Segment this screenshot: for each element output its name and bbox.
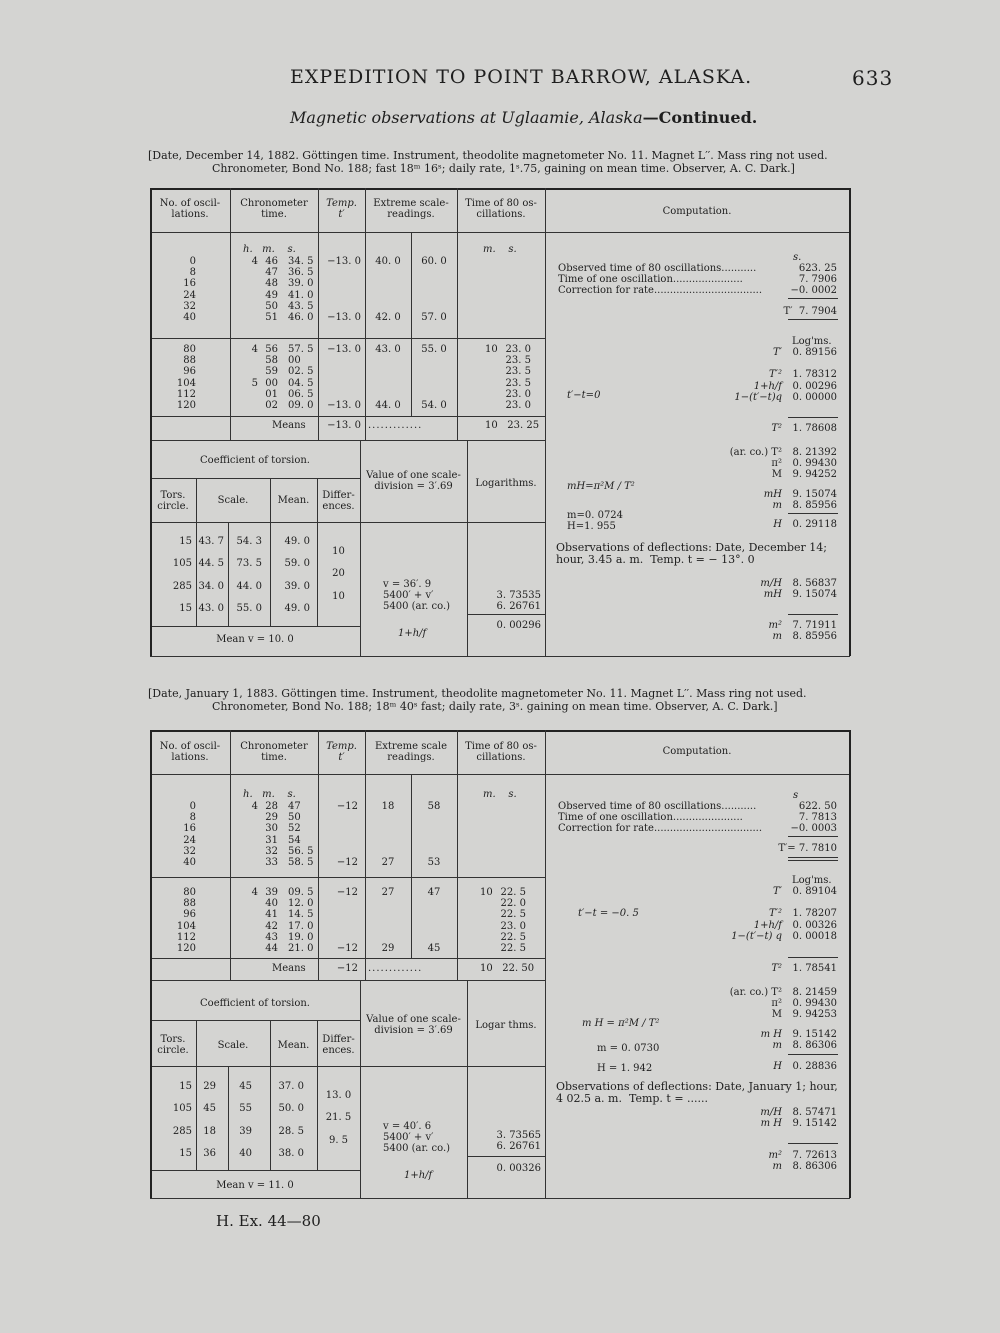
torsion-title: Coefficient of torsion.: [200, 998, 310, 1009]
means-time: 10 23. 25: [485, 420, 540, 431]
comp-values: 622. 50 7. 7813 −0. 0003: [790, 801, 837, 835]
mean-v: Mean v = 11. 0: [216, 1180, 294, 1191]
comp-unit: s.: [793, 252, 802, 263]
extreme-right-a: 60. 0 57. 0: [421, 256, 447, 324]
tors-scale2-values: 45 55 39 40: [239, 1081, 252, 1160]
table-rule: [230, 188, 231, 440]
col-header-temp: Temp. t′: [326, 741, 357, 763]
comp-rule: [788, 860, 838, 861]
table-rule: [150, 980, 545, 981]
comp-rule: [788, 417, 838, 418]
block4-values: 8. 57471 9. 15142: [792, 1107, 837, 1130]
table-rule: [150, 440, 545, 441]
block3-values: 9. 15142 8. 86306: [792, 1029, 837, 1052]
time-minutes: 10: [485, 344, 498, 355]
log-labels: T′ T′² 1+h/f 1−(t′−t) q: [731, 886, 782, 942]
comp-unit: s: [793, 790, 799, 801]
comp-rule: [788, 857, 838, 858]
col-header-computation: Computation.: [662, 746, 732, 757]
tors-diff-values: 13. 0 21. 5 9. 5: [325, 1090, 352, 1146]
hf-log: 0. 00296: [496, 620, 541, 631]
oscillations-b: 80 88 96 104 112 120: [176, 344, 196, 412]
block5-values: 7. 72613 8. 86306: [792, 1150, 837, 1173]
T2-value: 1. 78541: [792, 963, 837, 974]
table-rule: [467, 614, 545, 615]
chron-seconds-b: 57. 5 00 02. 5 04. 5 06. 5 09. 0: [288, 344, 314, 412]
time-minutes: 10: [480, 887, 493, 898]
running-title: EXPEDITION TO POINT BARROW, ALASKA.: [290, 66, 753, 88]
tors-mean-values: 49. 0 59. 0 39. 0 49. 0: [284, 536, 310, 615]
table-rule: [150, 958, 545, 959]
means-label: Means: [272, 963, 306, 974]
block4-labels: m/H mH: [760, 578, 782, 601]
one-plus-hf: 1+h/f: [398, 628, 427, 639]
temp-b: −12 −12: [336, 887, 358, 955]
table-rule: [150, 478, 360, 479]
chron-minutes-a: 28 29 30 31 32 33: [265, 801, 278, 869]
logarithms-header: Logarithms.: [475, 478, 537, 489]
comp-rule: [788, 614, 838, 615]
block5-labels: m² m: [768, 1150, 782, 1173]
extreme-right-a: 58 53: [427, 801, 441, 869]
T2-value: 1. 78608: [792, 423, 837, 434]
torsion-title: Coefficient of torsion.: [200, 455, 310, 466]
comp-rule: [788, 836, 838, 837]
time-units: m. s.: [483, 789, 517, 800]
H-label: H: [773, 519, 782, 530]
time-seconds: 22. 5 22. 0 22. 5 23. 0 22. 5 22. 5: [500, 887, 526, 955]
T2-label: T²: [771, 423, 782, 434]
table-rule: [150, 626, 360, 627]
chron-minutes-b: 39 40 41 42 43 44: [265, 887, 278, 955]
table-rule: [545, 730, 546, 1198]
comp-T: T′= 7. 7810: [778, 843, 837, 854]
tors-mean-values: 37. 0 50. 0 28. 5 38. 0: [278, 1081, 304, 1160]
col-header-temp: Temp. t′: [326, 198, 357, 220]
H-label: H: [773, 1061, 782, 1072]
block5-values: 7. 71911 8. 85956: [792, 620, 837, 643]
tors-col-scale: Scale.: [217, 1040, 249, 1051]
means-label: Means: [272, 420, 306, 431]
table-rule: [150, 338, 545, 339]
extreme-left-b: 27 29: [381, 887, 395, 955]
tors-col-mean: Mean.: [277, 495, 310, 506]
subtitle-italic: Magnetic observations at Uglaamie, Alaska: [290, 108, 643, 127]
temp-a: −12 −12: [336, 801, 358, 869]
table-rule: [150, 1020, 360, 1021]
comp-lines: Observed time of 80 oscillations........... Time of one oscillation...................... Correction for rate..................................: [558, 263, 763, 297]
tors-scale2-values: 54. 3 73. 5 44. 0 55. 0: [236, 536, 262, 615]
chron-minutes-a: 46 47 48 49 50 51: [265, 256, 278, 324]
intro-line-2: Chronometer, Bond No. 188; fast 18ᵐ 16ˢ; daily rate, 1ˢ.75, gaining on mean time. Observer, A. C. Dark.]: [212, 162, 795, 175]
table-rule: [150, 1198, 850, 1199]
chron-hours-a: 4: [251, 256, 258, 267]
block4-labels: m/H m H: [760, 1107, 782, 1130]
value-scale-header: Value of one scale- division = 3′.69: [366, 1014, 461, 1036]
temp-a: −13. 0 −13. 0: [327, 256, 361, 324]
tors-col-circle: Tors. circle.: [157, 490, 189, 512]
subtitle-bold: —Continued.: [642, 108, 758, 127]
col-header-computation: Computation.: [662, 206, 732, 217]
block5-labels: m² m: [768, 620, 782, 643]
col-header-time80: Time of 80 os- cillations.: [465, 198, 537, 220]
H-log: 0. 29118: [792, 519, 837, 530]
v-lines: v = 40′. 6 5400′ + v′ 5400 (ar. co.): [383, 1121, 451, 1155]
block3-labels: mH m: [763, 489, 782, 512]
comp-rule: [788, 298, 838, 299]
chron-seconds-a: 34. 5 36. 5 39. 0 41. 0 43. 5 46. 0: [288, 256, 314, 324]
table-rule: [150, 416, 545, 417]
value-scale-header: Value of one scale- division = 3′.69: [366, 470, 461, 492]
tors-col-circle: Tors. circle.: [157, 1034, 189, 1056]
table-rule: [849, 730, 851, 1198]
page-subtitle: [290, 108, 757, 127]
tors-scale1-values: 43. 7 44. 5 34. 0 43. 0: [198, 536, 224, 615]
table-rule: [457, 188, 458, 440]
tors-col-differences: Differ- ences.: [322, 490, 355, 512]
table-rule: [150, 877, 545, 878]
table-rule: [545, 188, 546, 656]
v-lines: v = 36′. 9 5400′ + v′ 5400 (ar. co.): [383, 579, 451, 613]
oscillations-a: 0 8 16 24 32 40: [183, 801, 196, 869]
time-units: m. s.: [483, 244, 517, 255]
tors-col-scale: Scale.: [217, 495, 249, 506]
footer-signature: H. Ex. 44—80: [216, 1212, 321, 1230]
log-values: 0. 89104 1. 78207 0. 00326 0. 00018: [792, 886, 837, 942]
tors-circle-values: 15 105 285 15: [172, 536, 192, 615]
extreme-left-a: 40. 0 42. 0: [375, 256, 401, 324]
chron-hours-b: 4: [251, 887, 258, 898]
means-temp: −12: [336, 963, 358, 974]
chron-seconds-a: 47 50 52 54 56. 5 58. 5: [288, 801, 314, 869]
tors-col-differences: Differ- ences.: [322, 1034, 355, 1056]
temp-b: −13. 0 −13. 0: [327, 344, 361, 412]
oscillations-b: 80 88 96 104 112 120: [176, 887, 196, 955]
table-rule: [150, 774, 850, 775]
oscillations-a: 0 8 16 24 32 40: [183, 256, 196, 324]
means-dots: .............: [368, 963, 423, 974]
extreme-left-b: 43. 0 44. 0: [375, 344, 401, 412]
table-rule: [150, 656, 850, 657]
intro-line-1: [Date, December 14, 1882. Göttingen time. Instrument, theodolite magnetometer No. 11. Magnet L′′. Mass ring not used.: [148, 149, 828, 162]
mH-formula: mH=π²M / T²: [567, 481, 635, 492]
extreme-left-a: 18 27: [381, 801, 395, 869]
logarithms-header: Logar thms.: [475, 1020, 537, 1031]
log-labels: T′ T′² 1+h/f 1−(t′−t)q: [734, 347, 782, 403]
chron-units: h. m. s.: [243, 789, 296, 800]
mean-v: Mean v = 10. 0: [216, 634, 294, 645]
T2-label: T²: [771, 963, 782, 974]
page-number: 633: [852, 66, 894, 90]
col-header-extreme: Extreme scale readings.: [374, 741, 448, 763]
table-rule: [150, 1066, 545, 1067]
block3-values: 9. 15074 8. 85956: [792, 489, 837, 512]
comp-rule: [788, 1054, 838, 1055]
comp-values: 623. 25 7. 7906 −0. 0002: [790, 263, 837, 297]
means-temp: −13. 0: [327, 420, 361, 431]
table-rule: [150, 730, 850, 732]
tors-col-mean: Mean.: [277, 1040, 310, 1051]
H-log: 0. 28836: [792, 1061, 837, 1072]
block3-labels: m H m: [760, 1029, 782, 1052]
tt-label: t′−t=0: [567, 390, 601, 401]
table-rule: [467, 1156, 545, 1157]
extreme-right-b: 47 45: [427, 887, 441, 955]
chron-hours-a: 4: [251, 801, 258, 812]
intro-line-2: Chronometer, Bond No. 188; 18ᵐ 40ˢ fast; daily rate, 3ˢ. gaining on mean time. Observer, A. C. Dark.]: [212, 700, 778, 713]
block2-values: 8. 21459 0. 99430 9. 94253: [792, 987, 837, 1021]
intro-line-1: [Date, January 1, 1883. Göttingen time. Instrument, theodolite magnetometer No. 11. Magnet L′′. Mass ring not used.: [148, 687, 807, 700]
tors-scale1-values: 29 45 18 36: [203, 1081, 216, 1160]
comp-T: T′ 7. 7904: [783, 306, 837, 317]
table-rule: [150, 232, 850, 233]
col-header-oscillations: No. of oscil- lations.: [159, 741, 221, 763]
col-header-chronometer: Chronometer time.: [240, 198, 308, 220]
hf-log: 0. 00326: [496, 1163, 541, 1174]
table-rule: [849, 188, 851, 656]
deflections-text: Observations of deflections: Date, January 1; hour, 4 02.5 a. m. Temp. t = ......: [556, 1080, 838, 1105]
table-rule: [457, 730, 458, 980]
col-header-chronometer: Chronometer time.: [240, 741, 308, 763]
tors-diff-values: 10 20 10: [332, 546, 345, 602]
table-rule: [230, 730, 231, 980]
tt-label: t′−t = −0. 5: [578, 908, 639, 919]
chron-minutes-b: 56 58 59 00 01 02: [265, 344, 278, 412]
chron-seconds-b: 09. 5 12. 0 14. 5 17. 0 19. 0 21. 0: [288, 887, 314, 955]
comp-rule: [788, 1143, 838, 1144]
tors-circle-values: 15 105 285 15: [172, 1081, 192, 1160]
means-dots: .............: [368, 420, 423, 431]
col-header-time80: Time of 80 os- cillations.: [465, 741, 537, 763]
comp-rule: [788, 957, 838, 958]
m-value: m = 0. 0730: [597, 1043, 660, 1054]
m-value: m=0. 0724: [567, 510, 624, 521]
col-header-oscillations: No. of oscil- lations.: [159, 198, 221, 220]
time-seconds: 23. 0 23. 5 23. 5 23. 5 23. 0 23. 0: [505, 344, 531, 412]
chron-hours-b: 4 5: [251, 344, 258, 389]
logms-label: Log'ms.: [792, 336, 832, 347]
col-header-extreme: Extreme scale- readings.: [373, 198, 449, 220]
mH-formula: m H = π²M / T²: [582, 1018, 660, 1029]
comp-rule: [788, 319, 838, 320]
deflections-text: Observations of deflections: Date, December 14; hour, 3.45 a. m. Temp. t = − 13°. 0: [556, 541, 828, 566]
table-rule: [360, 980, 361, 1198]
block2-values: 8. 21392 0. 99430 9. 94252: [792, 447, 837, 481]
v-logs: 3. 73565 6. 26761: [496, 1130, 541, 1153]
H-value: H = 1. 942: [597, 1063, 653, 1074]
comp-rule: [788, 513, 838, 514]
H-value: H=1. 955: [567, 521, 616, 532]
table-rule: [150, 1170, 360, 1171]
table-rule: [150, 188, 850, 190]
table-rule: [150, 522, 545, 523]
logms-label: Log'ms.: [792, 875, 832, 886]
means-time: 10 22. 50: [480, 963, 535, 974]
log-values: 0. 89156 1. 78312 0. 00296 0. 00000: [792, 347, 837, 403]
block2-labels: (ar. co.) T² π² M: [729, 987, 782, 1021]
extreme-right-b: 55. 0 54. 0: [421, 344, 447, 412]
block2-labels: (ar. co.) T² π² M: [729, 447, 782, 481]
chron-units: h. m. s.: [243, 244, 296, 255]
block4-values: 8. 56837 9. 15074: [792, 578, 837, 601]
comp-lines: Observed time of 80 oscillations........... Time of one oscillation...................... Correction for rate..................................: [558, 801, 763, 835]
one-plus-hf: 1+h/f: [404, 1170, 433, 1181]
v-logs: 3. 73535 6. 26761: [496, 590, 541, 613]
